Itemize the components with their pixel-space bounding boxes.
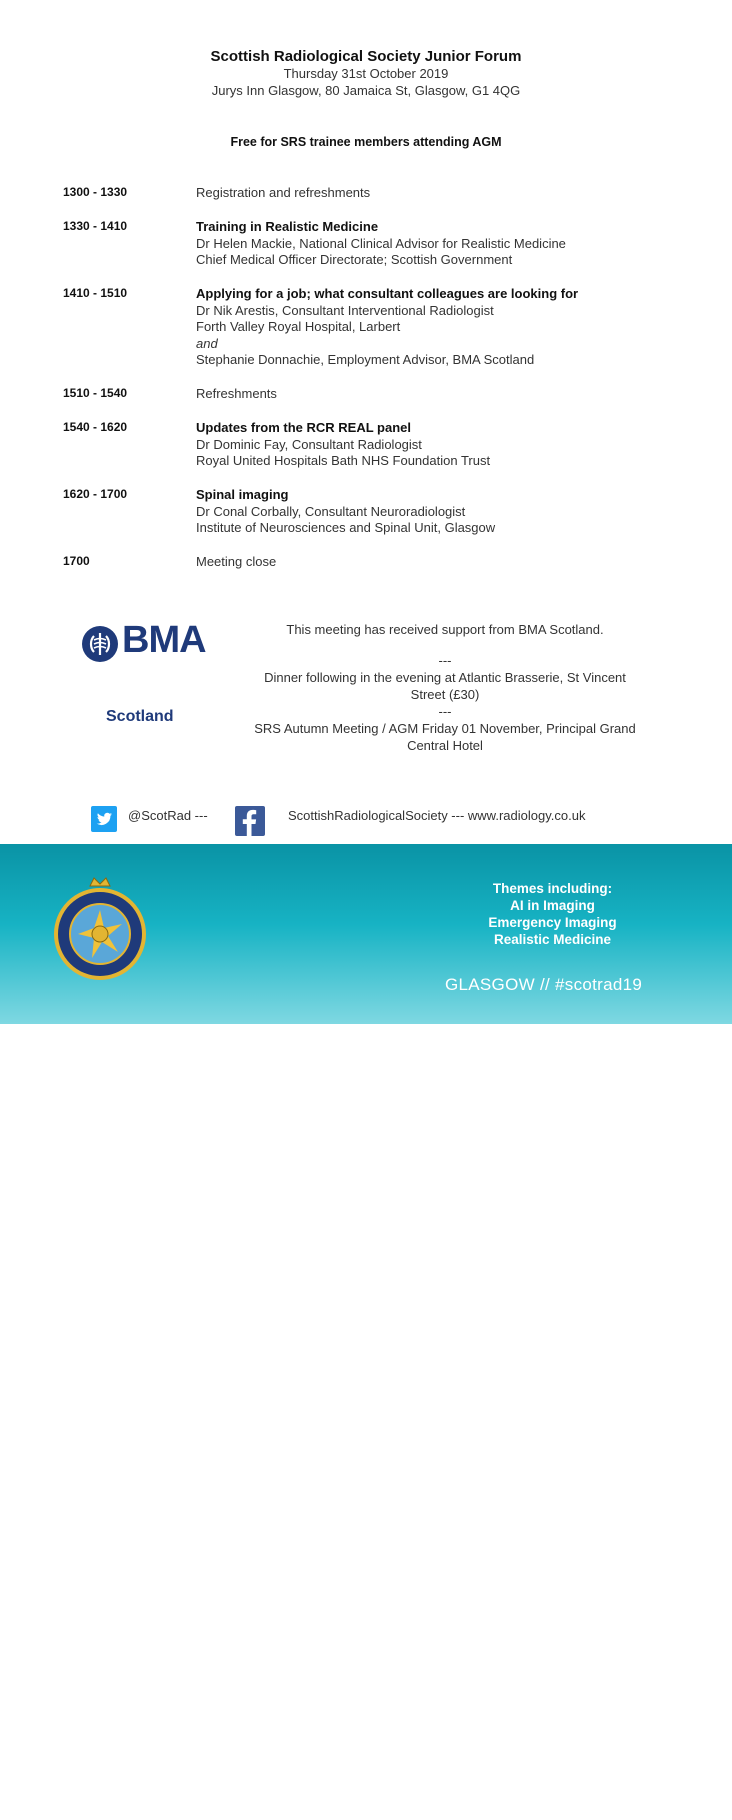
row-line: Stephanie Donnachie, Employment Advisor, BMA Scotland	[196, 352, 535, 367]
session-title: Applying for a job; what consultant colleagues are looking for	[196, 286, 579, 301]
event-tagline: GLASGOW // #scotrad19	[445, 975, 643, 994]
facebook-icon[interactable]	[235, 806, 265, 836]
free-note: Free for SRS trainee members attending AGM	[230, 135, 502, 149]
theme-item: Realistic Medicine	[493, 932, 612, 947]
theme-item: AI in Imaging	[510, 898, 595, 913]
srs-crest-icon	[52, 874, 148, 984]
srs-name	[165, 1757, 302, 1820]
row-line: Royal United Hospitals Bath NHS Foundation Trust	[196, 453, 491, 468]
separator: ---	[438, 704, 452, 719]
row-time: 1620 - 1700	[63, 487, 128, 501]
bma-logo-icon	[80, 624, 120, 664]
row-line: Forth Valley Royal Hospital, Larbert	[196, 319, 401, 334]
twitter-icon[interactable]	[91, 806, 117, 832]
event-notes	[245, 621, 645, 754]
row-line: Dr Nik Arestis, Consultant Interventional Radiologist	[196, 302, 494, 318]
row-time: 1410 - 1510	[63, 286, 128, 300]
row-time: 1700	[63, 554, 90, 568]
event-header	[0, 48, 732, 99]
dinner-note: Dinner following in the evening at Atlantic Brasserie, St Vincent Street (£30)	[264, 670, 626, 702]
row-line: Refreshments	[196, 386, 277, 401]
row-line: Institute of Neurosciences and Spinal Unit, Glasgow	[196, 520, 496, 535]
srs-name-line: RADIOLOGICAL	[165, 1779, 303, 1798]
srs-name-line: SCOTTISH	[165, 1758, 255, 1777]
event-date: Thursday 31st October 2019	[283, 66, 449, 81]
themes-heading: Themes including:	[492, 881, 613, 896]
session-title: Training in Realistic Medicine	[196, 219, 379, 234]
row-time: 1510 - 1540	[63, 386, 128, 400]
row-line: Meeting close	[196, 554, 277, 569]
row-time: 1540 - 1620	[63, 420, 128, 434]
twitter-handle[interactable]: @ScotRad ---	[128, 808, 208, 823]
row-line: Registration and refreshments	[196, 185, 371, 200]
separator: ---	[438, 653, 452, 668]
agm-note: SRS Autumn Meeting / AGM Friday 01 November, Principal Grand Central Hotel	[254, 721, 636, 753]
session-title: Spinal imaging	[196, 487, 289, 502]
event-title: Scottish Radiological Society Junior Forum	[210, 48, 522, 65]
row-time: 1330 - 1410	[63, 219, 128, 233]
row-line: Dr Helen Mackie, National Clinical Advisor for Realistic Medicine	[196, 235, 566, 251]
srs-name-line: SOCIETY	[165, 1800, 244, 1819]
session-title: Updates from the RCR REAL panel	[196, 420, 412, 435]
row-line: Dr Conal Corbally, Consultant Neuroradiologist	[196, 503, 466, 519]
event-venue: Jurys Inn Glasgow, 80 Jamaica St, Glasgow, G1 4QG	[211, 83, 521, 98]
theme-item: Emergency Imaging	[488, 915, 617, 930]
row-conjunction: and	[196, 335, 218, 351]
row-time: 1300 - 1330	[63, 185, 128, 199]
facebook-handle[interactable]: ScottishRadiologicalSociety --- www.radiology.co.uk	[288, 808, 586, 823]
row-line: Chief Medical Officer Directorate; Scottish Government	[196, 252, 513, 267]
support-note: This meeting has received support from BMA Scotland.	[286, 622, 604, 637]
bma-logo-text: BMA	[122, 619, 206, 661]
row-line: Dr Dominic Fay, Consultant Radiologist	[196, 436, 422, 452]
bma-scotland-text: Scotland	[106, 708, 174, 725]
themes-list	[445, 880, 660, 948]
